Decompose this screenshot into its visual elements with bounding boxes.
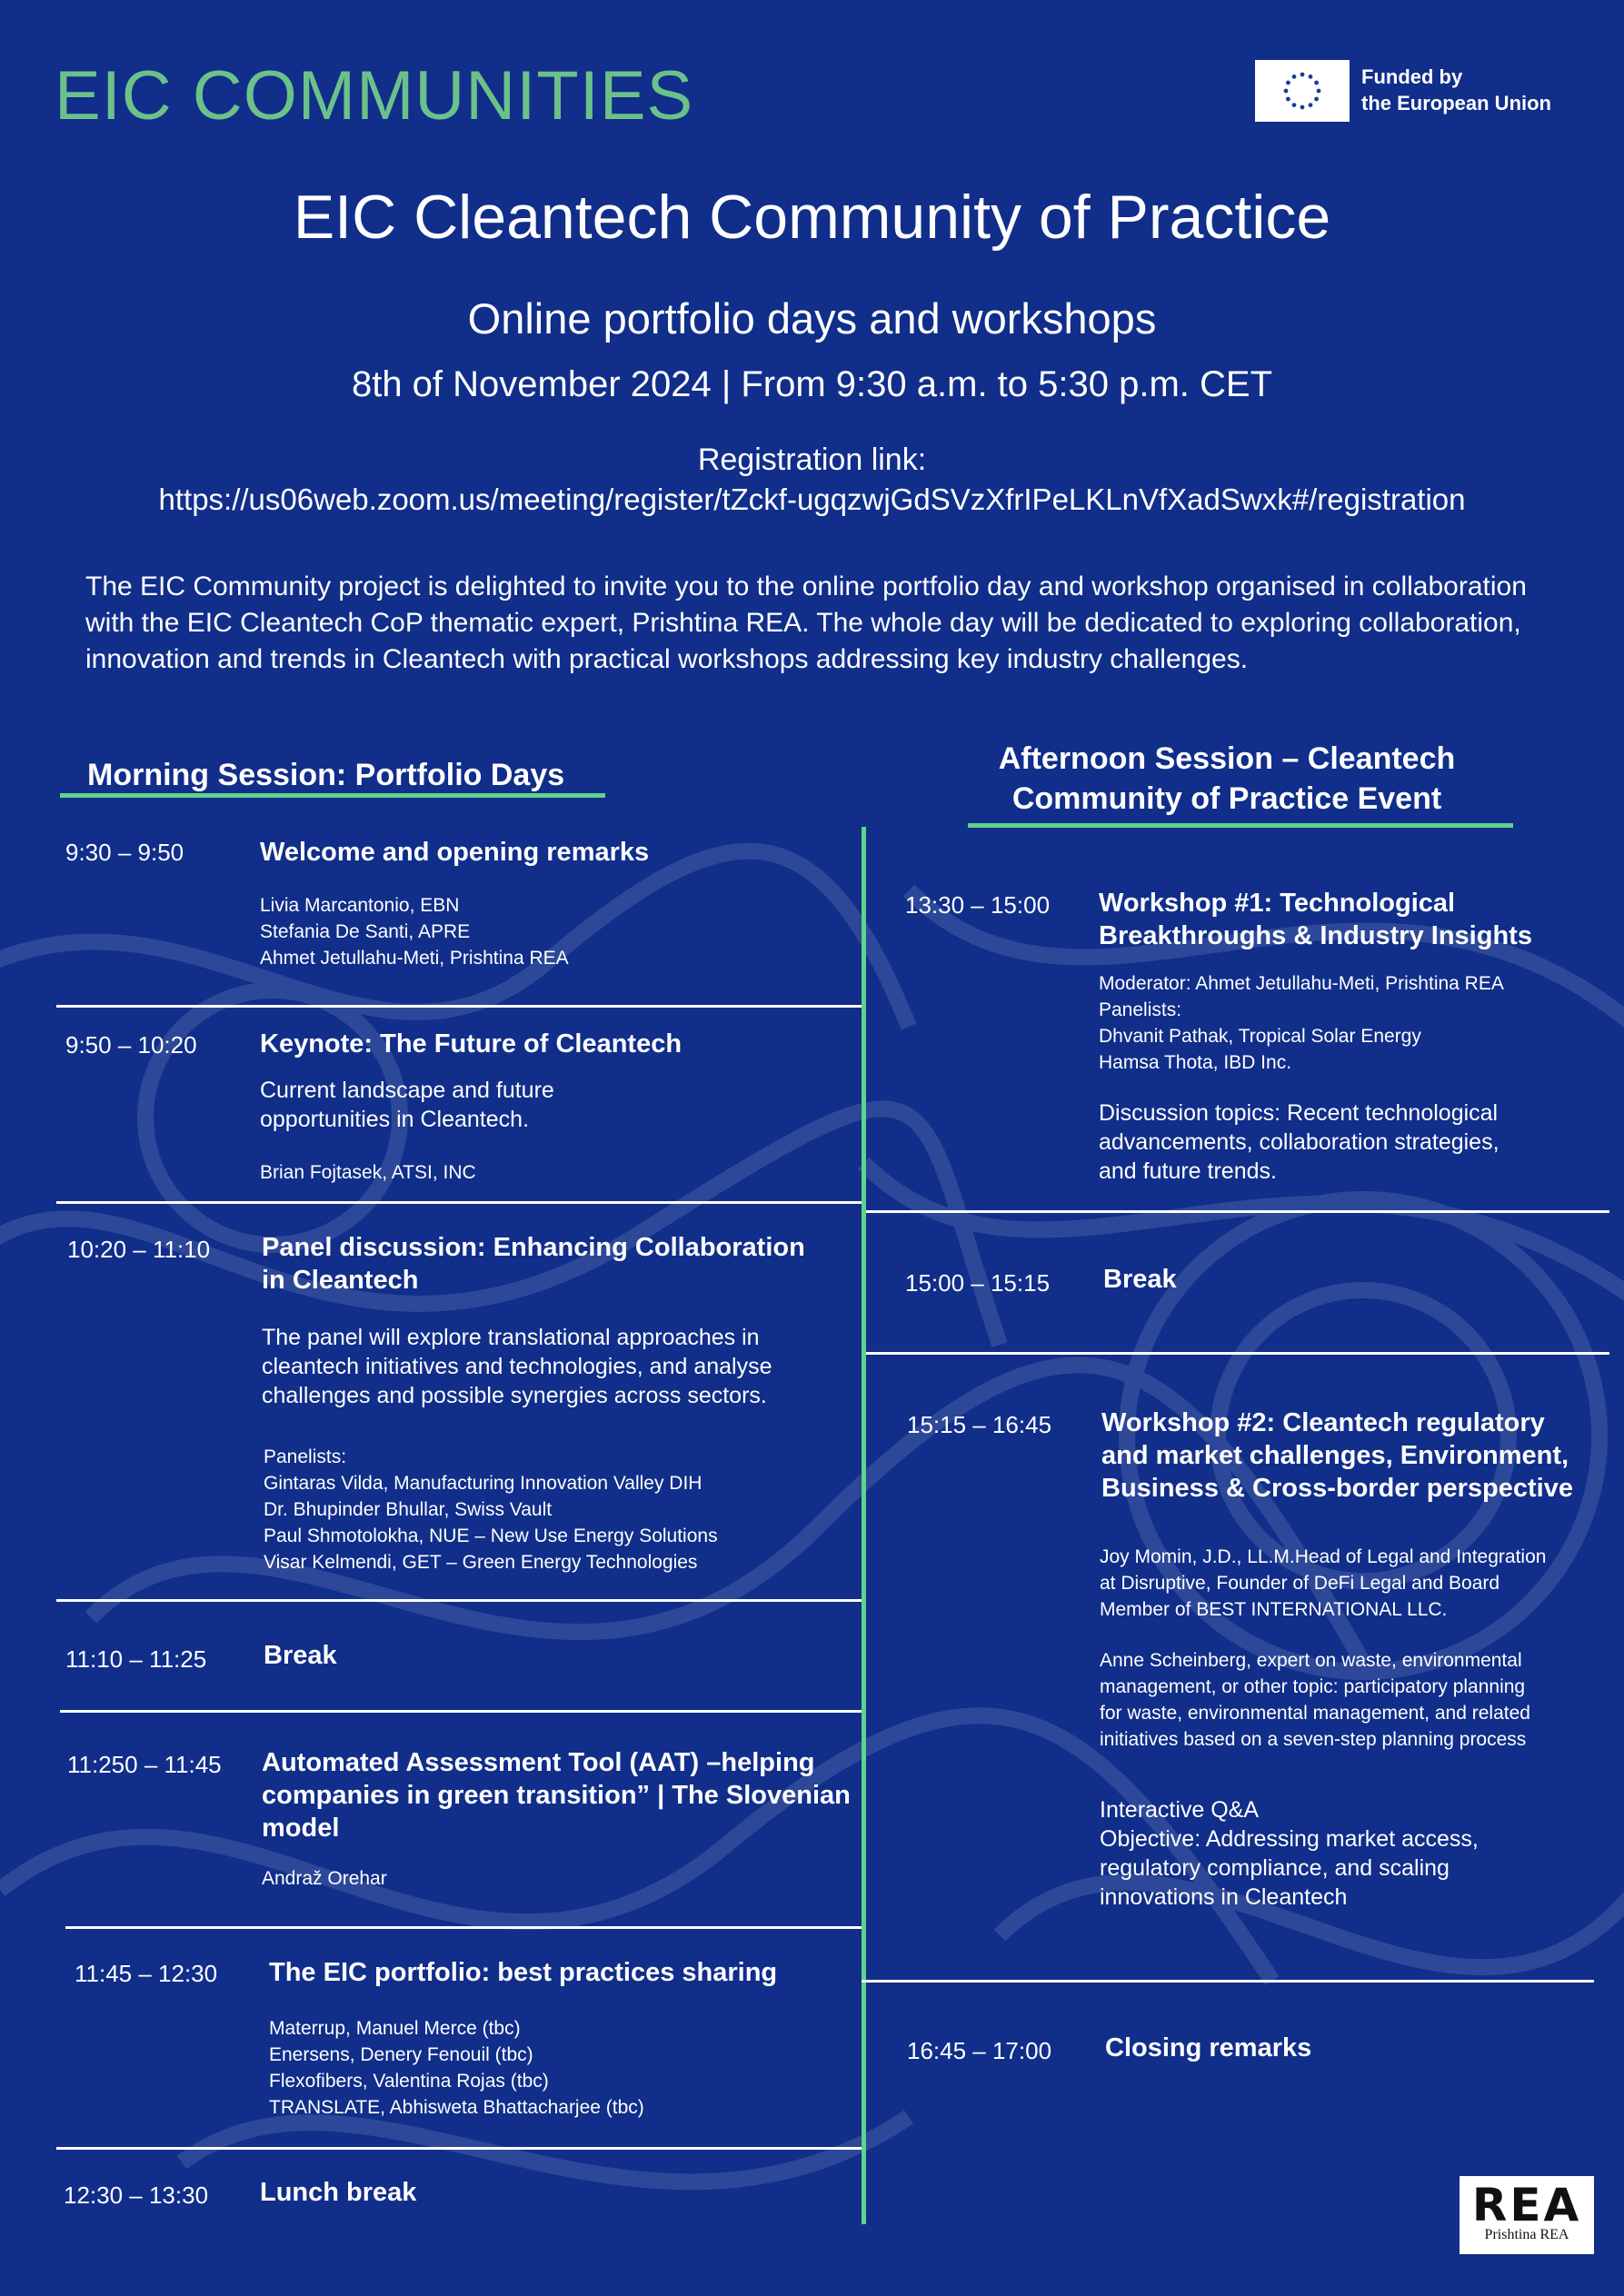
session-time: 11:45 – 12:30: [75, 1960, 218, 1987]
description-line: Current landscape and future: [260, 1078, 554, 1103]
speaker: Livia Marcantonio, EBN: [260, 895, 460, 916]
discussion-topics: [1099, 1098, 1499, 1186]
detail-line: Dhvanit Pathak, Tropical Solar Energy: [1099, 1026, 1421, 1047]
morning-heading-underline: [60, 793, 605, 798]
session-time: 15:15 – 16:45: [907, 1411, 1052, 1438]
title-line: in Cleantech: [262, 1266, 419, 1295]
topics-line: Discussion topics: Recent technological: [1099, 1100, 1499, 1126]
title-line: and market challenges, Environment,: [1101, 1441, 1569, 1470]
speaker-bio: [1100, 1647, 1530, 1753]
eu-funding-line1: Funded by: [1361, 65, 1463, 88]
qa-line: innovations in Cleantech: [1100, 1884, 1348, 1910]
eu-funding-line2: the European Union: [1361, 92, 1551, 114]
session-title: [262, 1746, 851, 1844]
session-title: [1101, 1406, 1573, 1505]
row-divider: [56, 1201, 862, 1204]
session-title: The EIC portfolio: best practices sharing: [269, 1958, 778, 1987]
title-line: model: [262, 1814, 340, 1843]
session-time: 11:10 – 11:25: [65, 1645, 207, 1673]
detail-line: Moderator: Ahmet Jetullahu-Meti, Prishtina REA: [1099, 973, 1504, 994]
rea-logo-text: REA: [1471, 2179, 1582, 2231]
bio-line: management, or other topic: participatory planning: [1100, 1676, 1526, 1697]
intro-paragraph: The EIC Community project is delighted to invite you to the online portfolio day and workshop organised in collaboration with the EIC Cleantech CoP thematic expert, Prishtina REA. The whole day will be dedicated to exploring collaboration, innovation and trends in Cleantech with practical workshops addressing key industry challenges.: [85, 572, 1527, 674]
description-line: cleantech initiatives and technologies, and analyse: [262, 1354, 772, 1379]
morning-session-heading: Morning Session: Portfolio Days: [87, 758, 565, 792]
session-time: 11:250 – 11:45: [67, 1751, 222, 1778]
event-date: 8th of November 2024 | From 9:30 a.m. to 5:30 p.m. CET: [351, 364, 1273, 404]
event-subtitle: Online portfolio days and workshops: [467, 294, 1157, 343]
eic-communities-logo: EIC COMMUNITIES: [55, 57, 694, 134]
session-time: 9:30 – 9:50: [65, 839, 184, 866]
session-time: 9:50 – 10:20: [65, 1031, 197, 1059]
afternoon-heading-underline: [968, 823, 1513, 828]
session-title: [1099, 887, 1532, 952]
detail-line: Panelists:: [1099, 999, 1182, 1020]
break-title: Break: [1103, 1265, 1177, 1294]
row-divider: [65, 1926, 862, 1929]
speaker: TRANSLATE, Abhisweta Bhattacharjee (tbc): [269, 2097, 644, 2118]
workshop-details: [1099, 970, 1504, 1076]
description-line: opportunities in Cleantech.: [260, 1107, 530, 1132]
description-line: The panel will explore translational approaches in: [262, 1325, 760, 1350]
session-time: 12:30 – 13:30: [64, 2182, 209, 2209]
session-time: 16:45 – 17:00: [907, 2037, 1052, 2064]
description-line: challenges and possible synergies across sectors.: [262, 1383, 767, 1408]
bio-line: Joy Momin, J.D., LL.M.Head of Legal and Integration: [1100, 1546, 1547, 1567]
topics-line: and future trends.: [1099, 1158, 1277, 1184]
title-line: Panel discussion: Enhancing Collaboration: [262, 1233, 805, 1262]
panelist: Paul Shmotolokha, NUE – New Use Energy Solutions: [264, 1526, 718, 1546]
break-title: Break: [264, 1641, 337, 1670]
title-line: Workshop #1: Technological: [1099, 889, 1456, 918]
title-line: Business & Cross-border perspective: [1101, 1474, 1573, 1503]
session-description: [260, 1076, 554, 1134]
row-divider: [866, 1210, 1609, 1213]
event-title: EIC Cleantech Community of Practice: [293, 183, 1331, 252]
bio-line: for waste, environmental management, and related: [1100, 1703, 1530, 1724]
registration-link[interactable]: https://us06web.zoom.us/meeting/register/tZckf-ugqzwjGdSVzXfrIPeLKLnVfXadSwxk#/registration: [158, 482, 1466, 516]
column-divider: [862, 827, 866, 2224]
bio-line: initiatives based on a seven-step planning process: [1100, 1729, 1527, 1750]
session-title: Keynote: The Future of Cleantech: [260, 1029, 682, 1059]
qa-objective: [1100, 1795, 1479, 1912]
speaker: Flexofibers, Valentina Rojas (tbc): [269, 2071, 549, 2092]
title-line: companies in green transition” | The Slovenian: [262, 1781, 851, 1810]
eu-flag-icon: [1255, 60, 1350, 122]
row-divider: [56, 1599, 862, 1602]
session-time: 15:00 – 15:15: [905, 1269, 1051, 1297]
qa-line: Objective: Addressing market access,: [1100, 1826, 1479, 1852]
title-line: Automated Assessment Tool (AAT) –helping: [262, 1748, 815, 1777]
row-divider: [56, 1005, 862, 1008]
panelist: Visar Kelmendi, GET – Green Energy Technologies: [264, 1552, 698, 1573]
speaker: Stefania De Santi, APRE: [260, 921, 471, 942]
detail-line: Hamsa Thota, IBD Inc.: [1099, 1052, 1292, 1073]
topics-line: advancements, collaboration strategies,: [1099, 1129, 1499, 1155]
qa-line: regulatory compliance, and scaling: [1100, 1855, 1450, 1881]
row-divider: [56, 2147, 862, 2150]
rea-logo-name: Prishtina REA: [1484, 2227, 1569, 2242]
session-description: [262, 1323, 772, 1410]
session-title: [262, 1231, 805, 1297]
speaker-bio: [1100, 1544, 1546, 1623]
session-time: 10:20 – 11:10: [67, 1236, 211, 1263]
panelists-list: [264, 1444, 718, 1575]
session-speaker: Andraž Orehar: [262, 1868, 387, 1889]
afternoon-heading-line2: Community of Practice Event: [1011, 781, 1442, 816]
qa-line: Interactive Q&A: [1100, 1797, 1260, 1823]
registration-label: Registration link:: [697, 442, 927, 477]
break-title: Lunch break: [260, 2178, 417, 2207]
afternoon-heading-line1: Afternoon Session – Cleantech: [998, 741, 1456, 776]
title-line: Breakthroughs & Industry Insights: [1099, 921, 1532, 950]
speaker: Materrup, Manuel Merce (tbc): [269, 2018, 521, 2039]
bio-line: Member of BEST INTERNATIONAL LLC.: [1100, 1599, 1448, 1620]
session-title: Welcome and opening remarks: [260, 838, 650, 867]
panelist: Gintaras Vilda, Manufacturing Innovation Valley DIH: [264, 1473, 702, 1494]
row-divider: [866, 1352, 1609, 1355]
bio-line: Anne Scheinberg, expert on waste, environmental: [1100, 1650, 1522, 1671]
speaker: Ahmet Jetullahu-Meti, Prishtina REA: [260, 948, 569, 969]
afternoon-session-heading: [909, 739, 1545, 819]
row-divider: [862, 1980, 1594, 1983]
session-speakers: [269, 2015, 644, 2121]
panelists-label: Panelists:: [264, 1446, 347, 1467]
panelist: Dr. Bhupinder Bhullar, Swiss Vault: [264, 1499, 553, 1520]
closing-title: Closing remarks: [1105, 2033, 1312, 2062]
bio-line: at Disruptive, Founder of DeFi Legal and Board: [1100, 1573, 1500, 1594]
speaker: Enersens, Denery Fenouil (tbc): [269, 2044, 533, 2065]
row-divider: [60, 1710, 862, 1713]
session-time: 13:30 – 15:00: [905, 891, 1051, 919]
session-speakers: [260, 892, 569, 971]
session-speaker: Brian Fojtasek, ATSI, INC: [260, 1162, 476, 1183]
title-line: Workshop #2: Cleantech regulatory: [1101, 1408, 1545, 1437]
eu-funding-label: [1361, 64, 1551, 116]
